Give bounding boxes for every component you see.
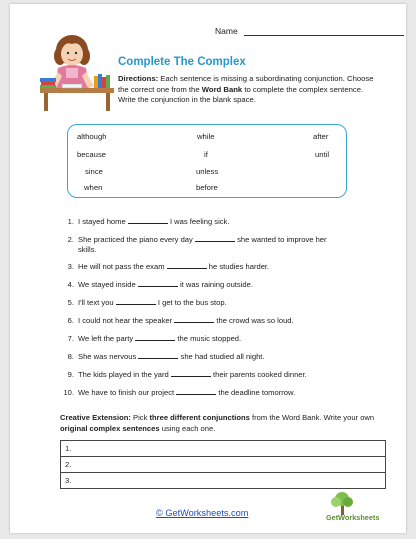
question-text-before: The kids played in the yard	[78, 370, 169, 379]
logo-text: GetWorksheets	[326, 513, 380, 522]
question-number: 8.	[67, 352, 74, 361]
answer-blank[interactable]	[116, 297, 156, 305]
question-text-after: I was feeling sick.	[169, 217, 230, 226]
answer-blank[interactable]	[138, 279, 178, 287]
answer-blank[interactable]	[176, 387, 216, 395]
question-text-before: We left the party	[78, 334, 134, 343]
answer-cell[interactable]: 3.	[61, 473, 386, 489]
creative-text: Pick	[130, 413, 150, 422]
question-text-after: I get to the bus stop.	[157, 298, 227, 307]
word-bank-word: if	[204, 150, 208, 159]
word-bank-word: although	[77, 132, 107, 141]
creative-bold-text: original complex sentences	[60, 423, 160, 433]
worksheet-page	[10, 4, 406, 533]
word-bank-word: because	[77, 150, 107, 159]
question-text-after: he studies harder.	[208, 262, 270, 271]
question-text-after: she wanted to improve her	[237, 235, 327, 244]
question-number: 6.	[67, 316, 74, 325]
word-bank-word: unless	[196, 167, 219, 176]
question-text-before: We have to finish our project	[78, 388, 175, 397]
question-text-after: the deadline tomorrow.	[218, 388, 296, 397]
answer-blank[interactable]	[128, 216, 168, 224]
question-item	[60, 297, 390, 308]
answer-cell[interactable]: 1.	[61, 441, 386, 457]
question-number: 7.	[67, 334, 74, 343]
directions-text-after: to complete the complex sentence. Write the conjunction in the blank space.	[118, 84, 364, 105]
question-item	[60, 369, 390, 380]
creative-text: from the Word Bank. Write your own	[249, 413, 375, 422]
answer-blank[interactable]	[195, 234, 235, 242]
worksheet-title: Complete The Complex	[118, 56, 246, 68]
creative-label: Creative Extension:	[60, 413, 131, 422]
question-item	[60, 234, 390, 255]
directions-label: Directions:	[118, 74, 159, 83]
answer-blank[interactable]	[135, 333, 175, 341]
question-number: 10.	[63, 388, 74, 397]
student-illustration	[36, 30, 118, 112]
question-text-after: she had studied all night.	[180, 352, 265, 361]
question-number: 9.	[67, 370, 74, 379]
word-bank-word: after	[313, 132, 329, 141]
question-text-before: She was nervous	[78, 352, 137, 361]
question-text-before: I stayed home	[78, 217, 126, 226]
word-bank-label: Word Bank	[201, 84, 243, 94]
question-item	[60, 333, 390, 344]
answer-row	[61, 473, 386, 489]
question-text-after: the crowd was so loud.	[216, 316, 294, 325]
creative-text: using each one.	[159, 423, 216, 433]
name-label: Name	[215, 26, 238, 36]
answer-row	[61, 441, 386, 457]
answer-blank[interactable]	[171, 369, 211, 377]
question-text-before: We stayed inside	[78, 280, 136, 289]
answer-blank[interactable]	[167, 261, 207, 269]
question-text-after: it was raining outside.	[179, 280, 253, 289]
answer-blank[interactable]	[174, 315, 214, 323]
answer-blank[interactable]	[138, 351, 178, 359]
word-bank-word: before	[196, 183, 218, 192]
directions-text	[118, 74, 380, 106]
answer-row	[61, 457, 386, 473]
tree-logo-icon	[322, 491, 384, 531]
question-number: 1.	[67, 217, 74, 226]
word-bank-word: when	[84, 183, 103, 192]
word-bank-box	[67, 124, 347, 198]
word-bank-word: since	[85, 167, 103, 176]
question-text-before: I could not hear the speaker	[78, 316, 173, 325]
directions-text-before: Each sentence is missing a subordinating conjunction. Choose the correct one from the	[118, 74, 374, 94]
creative-extension	[60, 413, 382, 434]
question-continuation: skills.	[78, 245, 97, 254]
question-text-after: the music stopped.	[177, 334, 242, 343]
question-text-before: I'll text you	[78, 298, 114, 307]
word-bank-word: while	[197, 132, 215, 141]
name-field	[215, 26, 404, 36]
question-item	[60, 261, 390, 272]
question-text-before: He will not pass the exam	[78, 262, 165, 271]
question-item	[60, 351, 390, 362]
answer-cell[interactable]: 2.	[61, 457, 386, 473]
question-item	[60, 315, 390, 326]
question-item	[60, 387, 390, 398]
word-bank-word: until	[315, 150, 330, 159]
creative-bold-text: three different conjunctions	[149, 413, 250, 422]
question-item	[60, 216, 390, 227]
question-text-before: She practiced the piano every day	[78, 235, 193, 244]
question-text-after: their parents cooked dinner.	[213, 370, 307, 379]
question-number: 5.	[67, 298, 74, 307]
question-number: 4.	[67, 280, 74, 289]
answer-table	[60, 440, 386, 489]
question-item	[60, 279, 390, 290]
name-line	[244, 26, 404, 36]
question-number: 2.	[67, 235, 74, 244]
footer-link[interactable]: © GetWorksheets.com	[156, 508, 249, 518]
question-number: 3.	[67, 262, 74, 271]
